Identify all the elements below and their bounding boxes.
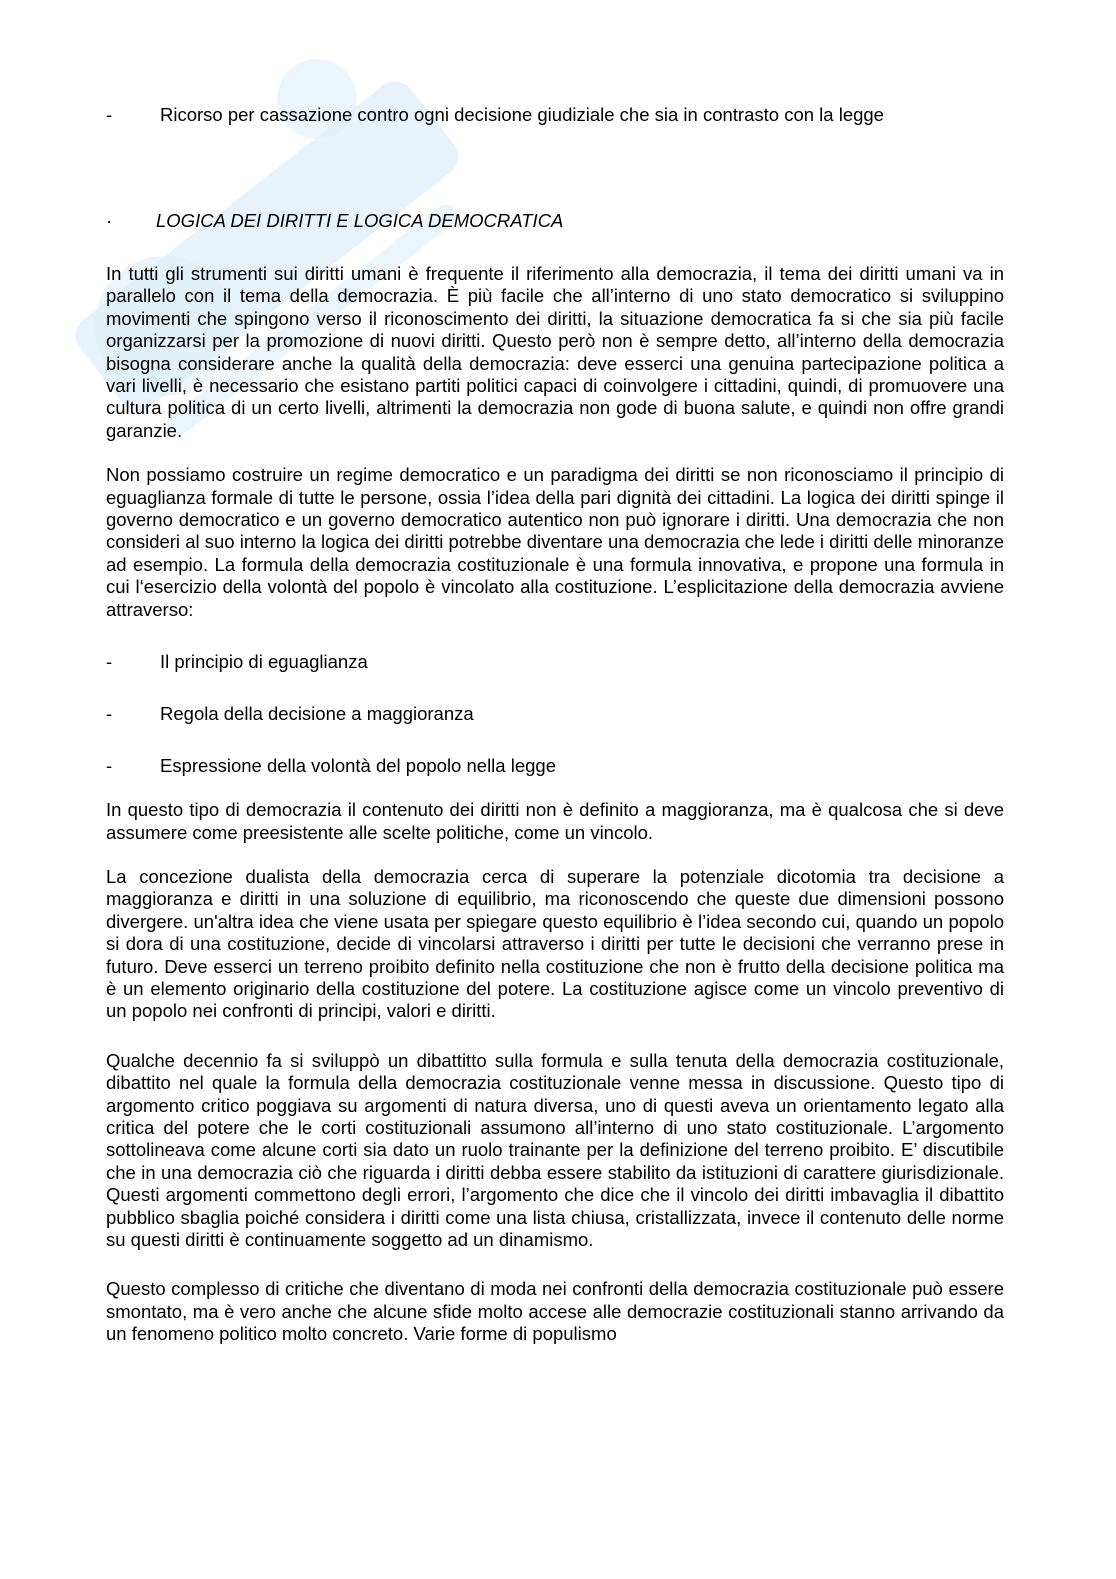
section-title: LOGICA DEI DIRITTI E LOGICA DEMOCRATICA <box>156 210 564 231</box>
heading-bullet: · <box>106 210 113 231</box>
section-heading <box>106 210 1004 232</box>
list-item <box>106 703 1004 725</box>
principles-list <box>106 651 1004 777</box>
paragraph-6: Questo complesso di critiche che diventano di moda nei confronti della democrazia costituzionale può essere smontato, ma è vero anche che alcune sfide molto accese alle democrazie costituzionali stanno arrivando da un fenomeno politico molto concreto. Varie forme di populismo <box>106 1278 1004 1345</box>
list-marker: - <box>106 755 113 777</box>
list-marker: - <box>106 104 113 125</box>
document-page <box>106 104 1004 1368</box>
list-item-text: Espressione della volontà del popolo nella legge <box>160 755 556 777</box>
paragraph-1: In tutti gli strumenti sui diritti umani è frequente il riferimento alla democrazia, il tema dei diritti umani va in parallelo con il tema della democrazia. È più facile che all’interno di uno stato democratico si sviluppino movimenti che spingono verso il riconoscimento dei diritti, la situazione democratica fa si che sia più facile organizzarsi per la promozione di nuovi diritti. Questo però non è sempre detto, all’interno della democrazia bisogna considerare anche la qualità della democrazia: deve esserci una genuina partecipazione politica a vari livelli, è necessario che esistano partiti politici capaci di coinvolgere i cittadini, quindi, di promuovere una cultura politica di un certo livelli, altrimenti la democrazia non gode di buona salute, e quindi non offre grandi garanzie. <box>106 263 1004 441</box>
list-item-ricorso <box>106 104 1004 126</box>
list-marker: - <box>106 703 113 725</box>
list-item <box>106 755 1004 777</box>
paragraph-3: In questo tipo di democrazia il contenuto dei diritti non è definito a maggioranza, ma è qualcosa che si deve assumere come preesistente alle scelte politiche, come un vincolo. <box>106 799 1004 843</box>
list-item-text: Ricorso per cassazione contro ogni decisione giudiziale che sia in contrasto con la legge <box>160 104 884 125</box>
list-item <box>106 651 1004 673</box>
paragraph-5: Qualche decennio fa si sviluppò un dibattitto sulla formula e sulla tenuta della democrazia costituzionale, dibattito nel quale la formula della democrazia costituzionale venne messa in discussione. Questo tipo di argomento critico poggiava su argomenti di natura diversa, uno di questi aveva un orientamento legato alla critica del potere che le corti costituzionali assumono all’interno di uno stato costituzionale. L’argomento sottolineava come alcune corti sia dato un ruolo trainante per la definizione del terreno proibito. E’ discutibile che in una democrazia ciò che riguarda i diritti debba essere stabilito da istituzioni di carattere giurisdizionale. Questi argomenti commettono degli errori, l’argomento che dice che il vincolo dei diritti imbavaglia il dibattito pubblico sbaglia poiché considera i diritti come una lista chiusa, cristallizzata, invece il contenuto delle norme su questi diritti è continuamente soggetto ad un dinamismo. <box>106 1049 1004 1250</box>
paragraph-4: La concezione dualista della democrazia cerca di superare la potenziale dicotomia tra decisione a maggioranza e diritti in una soluzione di equilibrio, ma riconoscendo che queste due dimensioni possono divergere. un'altra idea che viene usata per spiegare questo equilibrio è l’idea secondo cui, quando un popolo si dora di una costituzione, decide di vincolarsi attraverso i diritti per tutte le decisioni che verranno prese in futuro. Deve esserci un terreno proibito definito nella costituzione che non è frutto della decisione politica ma è un elemento originario della costituzione del potere. La costituzione agisce come un vincolo preventivo di un popolo nei confronti di principi, valori e diritti. <box>106 865 1004 1022</box>
paragraph-2: Non possiamo costruire un regime democratico e un paradigma dei diritti se non riconosciamo il principio di eguaglianza formale di tutte le persone, ossia l’idea della pari dignità dei cittadini. La logica dei diritti spinge il governo democratico e un governo democratico autentico non può ignorare i diritti. Una democrazia che non consideri al suo interno la logica dei diritti potrebbe diventare una democrazia che lede i diritti delle minoranze ad esempio. La formula della democrazia costituzionale è una formula innovativa, e propone una formula in cui l‘esercizio della volontà del popolo è vincolato alla costituzione. L’esplicitazione della democrazia avviene attraverso: <box>106 464 1004 620</box>
list-item-text: Il principio di eguaglianza <box>160 651 368 673</box>
list-item-text: Regola della decisione a maggioranza <box>160 703 474 725</box>
list-marker: - <box>106 651 113 673</box>
